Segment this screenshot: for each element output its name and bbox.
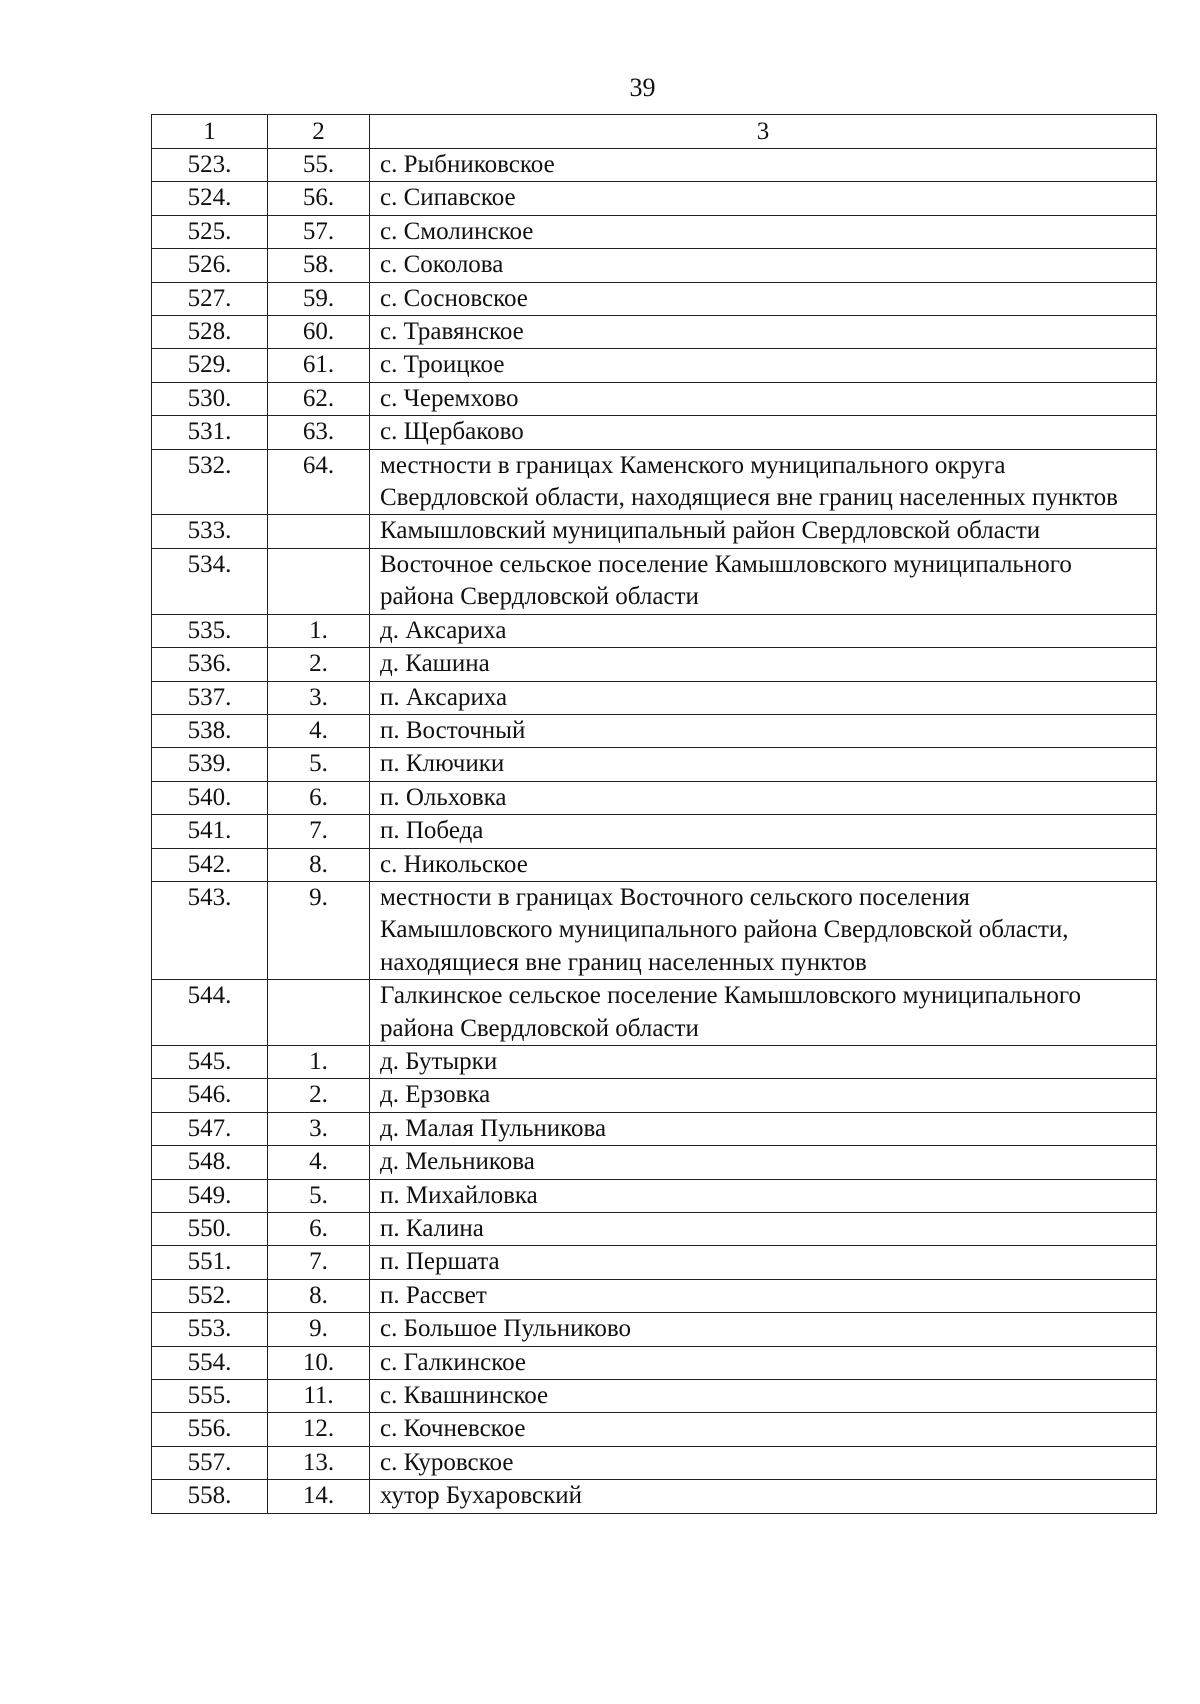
table-row	[152, 1279, 1157, 1312]
table-row	[152, 316, 1157, 349]
local-number-cell: 8.	[268, 1279, 370, 1312]
settlement-name-cell: д. Кашина	[370, 648, 1157, 681]
settlement-name-cell: Камышловский муниципальный район Свердловской области	[370, 515, 1157, 548]
row-number-cell: 535.	[152, 614, 268, 647]
table-row	[152, 149, 1157, 182]
table-row	[152, 1313, 1157, 1346]
settlement-name-cell: с. Кочневское	[370, 1413, 1157, 1446]
row-number-cell: 524.	[152, 182, 268, 215]
table-row	[152, 1112, 1157, 1145]
table-row	[152, 382, 1157, 415]
table-row	[152, 1413, 1157, 1446]
settlement-name-cell: Восточное сельское поселение Камышловского муниципального района Свердловской области	[370, 548, 1157, 614]
row-number-cell: 553.	[152, 1313, 268, 1346]
table-row	[152, 548, 1157, 614]
row-number-cell: 552.	[152, 1279, 268, 1312]
settlements-table	[151, 114, 1157, 1514]
settlement-name-cell: с. Сипавское	[370, 182, 1157, 215]
local-number-cell: 57.	[268, 215, 370, 248]
column-header-2: 2	[268, 115, 370, 149]
local-number-cell: 6.	[268, 781, 370, 814]
local-number-cell: 62.	[268, 382, 370, 415]
table-row	[152, 748, 1157, 781]
table-row	[152, 249, 1157, 282]
row-number-cell: 526.	[152, 249, 268, 282]
settlement-name-cell: с. Квашнинское	[370, 1380, 1157, 1413]
table-row	[152, 881, 1157, 979]
local-number-cell: 14.	[268, 1480, 370, 1513]
table-row	[152, 182, 1157, 215]
table-row	[152, 449, 1157, 515]
table-row	[152, 614, 1157, 647]
local-number-cell: 61.	[268, 349, 370, 382]
local-number-cell: 7.	[268, 1246, 370, 1279]
table-row	[152, 1045, 1157, 1078]
table-row	[152, 1079, 1157, 1112]
row-number-cell: 558.	[152, 1480, 268, 1513]
row-number-cell: 539.	[152, 748, 268, 781]
local-number-cell: 2.	[268, 648, 370, 681]
local-number-cell: 56.	[268, 182, 370, 215]
table-row	[152, 714, 1157, 747]
settlement-name-cell: с. Щербаково	[370, 416, 1157, 449]
row-number-cell: 527.	[152, 282, 268, 315]
local-number-cell: 9.	[268, 1313, 370, 1346]
table-row	[152, 980, 1157, 1046]
table-row	[152, 781, 1157, 814]
row-number-cell: 532.	[152, 449, 268, 515]
settlement-name-cell: п. Аксариха	[370, 681, 1157, 714]
row-number-cell: 528.	[152, 316, 268, 349]
table-row	[152, 1246, 1157, 1279]
row-number-cell: 537.	[152, 681, 268, 714]
settlement-name-cell: с. Большое Пульниково	[370, 1313, 1157, 1346]
table-row	[152, 1380, 1157, 1413]
table-row	[152, 416, 1157, 449]
local-number-cell: 4.	[268, 1146, 370, 1179]
settlement-name-cell: с. Куровское	[370, 1446, 1157, 1479]
row-number-cell: 541.	[152, 815, 268, 848]
row-number-cell: 545.	[152, 1045, 268, 1078]
settlement-name-cell: д. Ерзовка	[370, 1079, 1157, 1112]
local-number-cell: 64.	[268, 449, 370, 515]
settlement-name-cell: хутор Бухаровский	[370, 1480, 1157, 1513]
local-number-cell: 5.	[268, 1179, 370, 1212]
table-row	[152, 282, 1157, 315]
row-number-cell: 550.	[152, 1213, 268, 1246]
settlement-name-cell: д. Аксариха	[370, 614, 1157, 647]
row-number-cell: 549.	[152, 1179, 268, 1212]
row-number-cell: 523.	[152, 149, 268, 182]
local-number-cell: 10.	[268, 1346, 370, 1379]
row-number-cell: 551.	[152, 1246, 268, 1279]
row-number-cell: 557.	[152, 1446, 268, 1479]
row-number-cell: 531.	[152, 416, 268, 449]
row-number-cell: 556.	[152, 1413, 268, 1446]
local-number-cell: 9.	[268, 881, 370, 979]
row-number-cell: 548.	[152, 1146, 268, 1179]
table-row	[152, 215, 1157, 248]
table-row	[152, 648, 1157, 681]
settlement-name-cell: п. Калина	[370, 1213, 1157, 1246]
local-number-cell: 58.	[268, 249, 370, 282]
local-number-cell: 11.	[268, 1380, 370, 1413]
local-number-cell: 55.	[268, 149, 370, 182]
row-number-cell: 543.	[152, 881, 268, 979]
settlement-name-cell: п. Восточный	[370, 714, 1157, 747]
table-row	[152, 815, 1157, 848]
local-number-cell: 13.	[268, 1446, 370, 1479]
row-number-cell: 554.	[152, 1346, 268, 1379]
row-number-cell: 538.	[152, 714, 268, 747]
settlement-name-cell: п. Ольховка	[370, 781, 1157, 814]
row-number-cell: 544.	[152, 980, 268, 1046]
settlement-name-cell: п. Победа	[370, 815, 1157, 848]
row-number-cell: 546.	[152, 1079, 268, 1112]
table-row	[152, 1146, 1157, 1179]
local-number-cell: 59.	[268, 282, 370, 315]
local-number-cell: 63.	[268, 416, 370, 449]
settlement-name-cell: с. Никольское	[370, 848, 1157, 881]
row-number-cell: 536.	[152, 648, 268, 681]
settlement-name-cell: д. Малая Пульникова	[370, 1112, 1157, 1145]
local-number-cell: 1.	[268, 614, 370, 647]
local-number-cell	[268, 548, 370, 614]
table-row	[152, 1213, 1157, 1246]
settlement-name-cell: с. Рыбниковское	[370, 149, 1157, 182]
row-number-cell: 533.	[152, 515, 268, 548]
page-number: 39	[629, 73, 656, 102]
column-header-3: 3	[370, 115, 1157, 149]
table-row	[152, 349, 1157, 382]
settlement-name-cell: местности в границах Восточного сельского поселения Камышловского муниципального района Свердловской области, находящиеся вне границ населенных пунктов	[370, 881, 1157, 979]
local-number-cell	[268, 515, 370, 548]
row-number-cell: 529.	[152, 349, 268, 382]
settlement-name-cell: д. Мельникова	[370, 1146, 1157, 1179]
local-number-cell: 6.	[268, 1213, 370, 1246]
settlement-name-cell: с. Троицкое	[370, 349, 1157, 382]
settlement-name-cell: п. Першата	[370, 1246, 1157, 1279]
local-number-cell: 7.	[268, 815, 370, 848]
table-row	[152, 1179, 1157, 1212]
settlement-name-cell: с. Соколова	[370, 249, 1157, 282]
table-row	[152, 1480, 1157, 1513]
row-number-cell: 555.	[152, 1380, 268, 1413]
settlement-name-cell: Галкинское сельское поселение Камышловского муниципального района Свердловской области	[370, 980, 1157, 1046]
table-row	[152, 515, 1157, 548]
settlement-name-cell: п. Ключики	[370, 748, 1157, 781]
table-row	[152, 1346, 1157, 1379]
table-row	[152, 681, 1157, 714]
local-number-cell: 8.	[268, 848, 370, 881]
column-header-1: 1	[152, 115, 268, 149]
local-number-cell: 12.	[268, 1413, 370, 1446]
settlement-name-cell: д. Бутырки	[370, 1045, 1157, 1078]
local-number-cell	[268, 980, 370, 1046]
table-row	[152, 1446, 1157, 1479]
row-number-cell: 530.	[152, 382, 268, 415]
local-number-cell: 2.	[268, 1079, 370, 1112]
settlement-name-cell: с. Сосновское	[370, 282, 1157, 315]
table-body	[152, 115, 1157, 1514]
settlement-name-cell: п. Михайловка	[370, 1179, 1157, 1212]
table-header-row	[152, 115, 1157, 149]
table-row	[152, 848, 1157, 881]
local-number-cell: 1.	[268, 1045, 370, 1078]
settlement-name-cell: с. Смолинское	[370, 215, 1157, 248]
local-number-cell: 4.	[268, 714, 370, 747]
row-number-cell: 525.	[152, 215, 268, 248]
row-number-cell: 547.	[152, 1112, 268, 1145]
settlement-name-cell: п. Рассвет	[370, 1279, 1157, 1312]
settlement-name-cell: с. Галкинское	[370, 1346, 1157, 1379]
row-number-cell: 542.	[152, 848, 268, 881]
row-number-cell: 534.	[152, 548, 268, 614]
row-number-cell: 540.	[152, 781, 268, 814]
local-number-cell: 3.	[268, 681, 370, 714]
local-number-cell: 60.	[268, 316, 370, 349]
local-number-cell: 5.	[268, 748, 370, 781]
settlement-name-cell: местности в границах Каменского муниципального округа Свердловской области, находящиеся вне границ населенных пунктов	[370, 449, 1157, 515]
settlement-name-cell: с. Черемхово	[370, 382, 1157, 415]
local-number-cell: 3.	[268, 1112, 370, 1145]
settlement-name-cell: с. Травянское	[370, 316, 1157, 349]
